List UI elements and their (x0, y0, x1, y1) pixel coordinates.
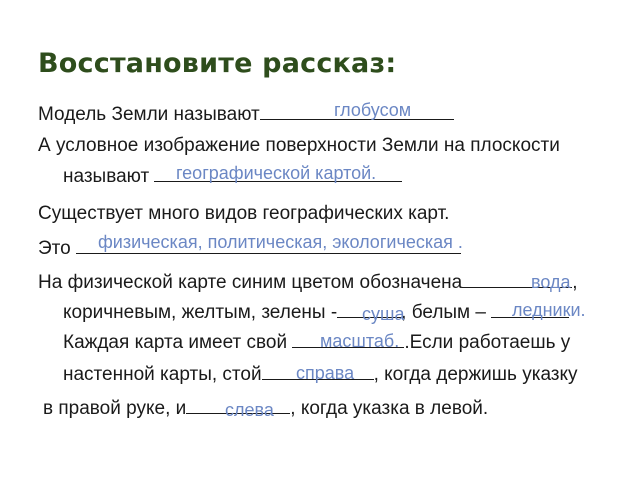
answer-globus: глобусом (334, 100, 412, 120)
slide-title: Восстановите рассказ: (38, 48, 397, 79)
line-10-text-a: в правой руке, и (43, 398, 187, 419)
line-5-text: Это (38, 238, 71, 259)
answer-glaciers: ледники. (512, 300, 586, 320)
line-8-text-b: .Если работаешь у (404, 332, 571, 353)
line-7-text-b: , белым – (401, 302, 486, 323)
text-line-8 (63, 330, 570, 354)
answer-scale: масштаб. (320, 331, 400, 351)
line-2-text: А условное изображение поверхности Земли на плоскости (38, 135, 560, 156)
line-3-text: называют (63, 166, 150, 187)
text-line-2 (38, 135, 560, 157)
text-line-4 (38, 203, 449, 225)
line-1-text: Модель Земли называют (38, 104, 260, 125)
line-9-text-a: настенной карты, стой (63, 364, 262, 385)
line-4-text: Существует много видов географических карт. (38, 203, 450, 224)
text-line-7 (63, 300, 569, 324)
answer-left: слева (225, 400, 274, 420)
answer-land: суша (362, 304, 405, 324)
line-7-text-a: коричневым, желтым, зелены - (63, 302, 338, 323)
text-line-6 (38, 270, 578, 294)
line-10-text-b: , когда указка в левой. (290, 398, 489, 419)
answer-map: географической картой. (176, 163, 377, 183)
line-9-text-b: , когда держишь указку (373, 364, 578, 385)
answer-right: справа (296, 363, 355, 383)
line-8-text-a: Каждая карта имеет свой (63, 332, 288, 353)
line-6-text-b: , (572, 272, 578, 293)
answer-map-types: физическая, политическая, экологическая . (98, 232, 463, 252)
answer-water: вода (531, 272, 571, 292)
line-6-text-a: На физической карте синим цветом обозначена (38, 272, 463, 293)
